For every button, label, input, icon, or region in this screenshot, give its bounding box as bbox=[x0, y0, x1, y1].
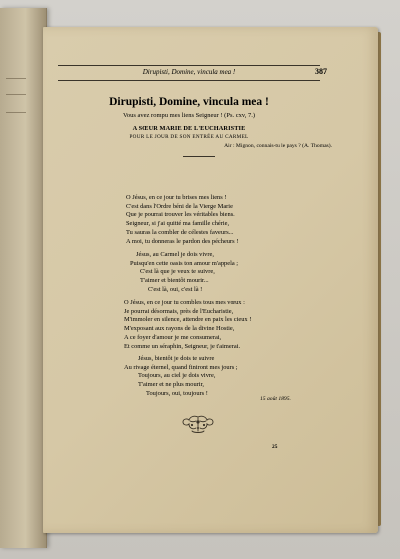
verse-line: T'aimer et bientôt mourir... bbox=[140, 277, 209, 285]
poem-occasion: POUR LE JOUR DE SON ENTRÉE AU CARMEL bbox=[129, 134, 249, 140]
verse-line: Au rivage éternel, quand finiront mes jours ; bbox=[124, 363, 238, 371]
poem-dedication: A SŒUR MARIE DE L'EUCHARISTIE bbox=[132, 125, 246, 132]
stanza-3 bbox=[124, 299, 251, 351]
verse-line: Et comme un séraphin, Seigneur, je t'aimerai. bbox=[124, 342, 241, 350]
verse-line: C'est là, oui, c'est là ! bbox=[148, 285, 203, 293]
floral-vignette-icon bbox=[180, 413, 216, 435]
verse-line: A ce foyer d'amour je me consumerai, bbox=[124, 333, 222, 341]
verse-line: M'exposant aux rayons de la divine Hostie, bbox=[124, 325, 235, 333]
verse-line: Jésus, bientôt je dois te suivre bbox=[138, 355, 215, 362]
stanza-1 bbox=[126, 194, 238, 246]
verse-line: C'est dans l'Ordre béni de la Vierge Marie bbox=[126, 202, 233, 210]
poem-air: Air : Mignon, connais-tu le pays ? (A. Thomas). bbox=[224, 143, 332, 149]
verse-line: M'immoler en silence, attendre en paix les cieux ! bbox=[124, 316, 252, 324]
page-number: 387 bbox=[315, 67, 327, 76]
page-mark bbox=[6, 112, 26, 113]
running-head bbox=[58, 65, 327, 81]
poem-title: Dirupisti, Domine, vincula mea ! bbox=[109, 96, 269, 108]
verse-line: Seigneur, si j'ai quitté ma famille chérie, bbox=[126, 220, 230, 228]
page-mark bbox=[6, 94, 26, 95]
verse-line: Tu sauras la combler de célestes faveurs... bbox=[126, 228, 234, 236]
stanza-2 bbox=[130, 251, 238, 295]
verse-line: O Jésus, en ce jour tu combles tous mes vœux : bbox=[124, 299, 245, 306]
signature-mark: 25 bbox=[272, 444, 278, 450]
stanza-4 bbox=[124, 355, 238, 399]
verse-line: C'est là que je veux te suivre, bbox=[140, 268, 215, 276]
verse-line: Toujours, oui, toujours ! bbox=[146, 389, 208, 397]
divider-rule bbox=[183, 156, 215, 157]
verse-line: T'aimer et ne plus mourir, bbox=[138, 381, 205, 389]
verse-line: Jésus, au Carmel je dois vivre, bbox=[136, 251, 214, 258]
verse-line: Toujours, au ciel je dois vivre, bbox=[138, 372, 216, 380]
left-page-edge bbox=[0, 8, 47, 548]
page-mark bbox=[6, 78, 26, 79]
poem-date: 15 août 1895. bbox=[260, 396, 291, 402]
verse-line: Que je pourrai trouver les véritables biens. bbox=[126, 211, 235, 219]
running-head-title: Dirupisti, Domine, vincula mea ! bbox=[142, 68, 236, 76]
poem-subtitle: Vous avez rompu mes liens Seigneur ! (Ps. cxv, 7.) bbox=[123, 112, 255, 119]
verse-line: A moi, tu donneras le pardon des pécheurs ! bbox=[126, 237, 239, 245]
verse-line: O Jésus, en ce jour tu brises mes liens ! bbox=[126, 194, 227, 201]
verse-line: Je pourrai désormais, près de l'Eucharistie, bbox=[124, 307, 234, 315]
verse-line: Puisqu'en cette oasis ton amour m'appela ; bbox=[130, 259, 239, 267]
